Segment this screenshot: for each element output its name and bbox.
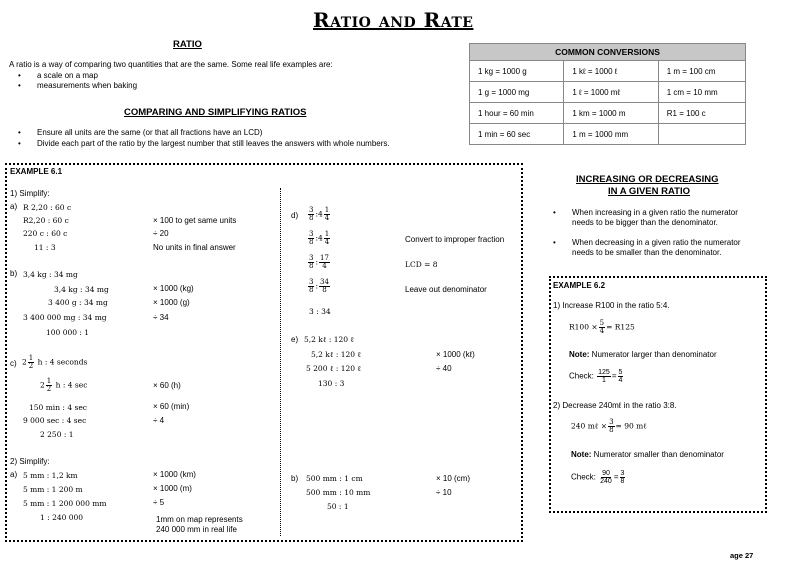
work-note: × 1000 (m)	[153, 484, 192, 493]
question-1-label: 1) Simplify:	[10, 189, 50, 198]
part-a-label: a)	[10, 470, 18, 479]
work-note: ÷ 4	[153, 416, 165, 425]
column-divider	[280, 188, 281, 536]
table-cell: 1 g = 1000 mg	[470, 82, 564, 103]
work-note: Leave out denominator	[405, 285, 487, 294]
work-line: 5 mm : 1 200 000 mm	[23, 499, 107, 508]
part-a-label: a)	[10, 202, 18, 211]
work-line: 130 : 3	[318, 379, 345, 388]
work-line: 9 000 sec : 4 sec	[23, 416, 87, 425]
work-line: R 2,20 : 60 c	[23, 203, 72, 212]
ratio-intro: A ratio is a way of comparing two quantities that are the same. Some real life examples are:	[9, 60, 333, 69]
work-line: 3 400 g : 34 mg	[48, 298, 108, 307]
work-line: 5,2 kℓ : 120 ℓ	[311, 350, 362, 359]
table-row	[470, 61, 746, 82]
work-note: ÷ 5	[153, 498, 165, 507]
table-row	[470, 103, 746, 124]
work-line: 500 mm : 1 cm	[306, 474, 363, 483]
page-title: Ratio and Rate	[313, 8, 474, 32]
conversions-heading: COMMON CONVERSIONS	[470, 44, 746, 61]
work-line: 1 : 240 000	[40, 513, 84, 522]
question-2-label: 2) Simplify:	[10, 457, 50, 466]
example-6-2-label: EXAMPLE 6.2	[553, 281, 606, 290]
work-line: 5 mm : 1,2 km	[23, 471, 78, 480]
ratio-example-item: • measurements when baking	[37, 81, 137, 90]
incdec-heading: INCREASING OR DECREASING	[576, 174, 719, 185]
work-note: LCD = 8	[405, 260, 438, 269]
conversions-table	[469, 43, 746, 145]
work-check: Check: $\frac{90}{240}$ = $\frac{3}{8}$	[571, 470, 625, 485]
table-cell: 1 kℓ = 1000 ℓ	[564, 61, 658, 82]
table-cell: 1 hour = 60 min	[470, 103, 564, 124]
work-note: ÷ 20	[153, 229, 169, 238]
table-cell: 1 km = 1000 m	[564, 103, 658, 124]
work-line: 3,4 kg : 34 mg	[54, 285, 109, 294]
work-note: Note: Numerator larger than denominator	[569, 350, 717, 359]
part-b-label: b)	[291, 474, 299, 483]
work-note: × 1000 (g)	[153, 298, 190, 307]
work-line: 3,4 kg : 34 mg	[23, 270, 78, 279]
work-note: ÷ 34	[153, 313, 169, 322]
work-note: × 60 (min)	[153, 402, 190, 411]
incdec-bullet-cont: needs to be smaller than the denominator.	[572, 248, 722, 257]
work-line: 3 : 34	[309, 307, 331, 316]
work-line: 150 min : 4 sec	[29, 403, 87, 412]
work-note: 240 000 mm in real life	[156, 525, 237, 534]
work-note: × 1000 (kg)	[153, 284, 194, 293]
work-line: 240 mℓ × $\frac{3}{8}$ = 90 mℓ	[571, 418, 647, 434]
work-note: × 1000 (kℓ)	[436, 350, 475, 359]
page-number: age 27	[730, 551, 754, 560]
work-line: 2 $\frac{1}{2}$ h : 4 seconds	[22, 354, 88, 370]
question-2-label: 2) Decrease 240mℓ in the ratio 3:8.	[553, 401, 677, 410]
work-note: Note: Numerator smaller than denominator	[571, 450, 724, 459]
comparing-bullet: • Divide each part of the ratio by the largest number that still leaves the answers with whole numbers.	[37, 139, 390, 148]
work-note: ÷ 10	[436, 488, 452, 497]
work-line: 5 200 ℓ : 120 ℓ	[306, 364, 362, 373]
work-line: 11 : 3	[34, 243, 56, 252]
part-b-label: b)	[10, 269, 18, 278]
work-line: 5,2 kℓ : 120 ℓ	[304, 335, 355, 344]
table-cell: 1 min = 60 sec	[470, 124, 564, 145]
work-line: R2,20 : 60 c	[23, 216, 69, 225]
ratio-heading: RATIO	[173, 39, 202, 50]
work-note: ÷ 40	[436, 364, 452, 373]
part-c-label: c)	[10, 359, 17, 368]
work-line: 2 250 : 1	[40, 430, 74, 439]
table-cell: R1 = 100 c	[658, 103, 745, 124]
work-note: No units in final answer	[153, 243, 236, 252]
incdec-bullet: • When decreasing in a given ratio the numerator	[572, 238, 741, 247]
work-line: R100 × $\frac{5}{4}$ = R125	[569, 319, 635, 335]
table-cell	[658, 124, 745, 145]
work-line: $\frac{3}{8}$ : $\frac{34}{8}$	[309, 278, 329, 294]
work-line: 220 c : 60 c	[23, 229, 68, 238]
work-line: 100 000 : 1	[46, 328, 90, 337]
work-note: × 1000 (km)	[153, 470, 196, 479]
work-note: 1mm on map represents	[156, 515, 243, 524]
table-cell: 1 cm = 10 mm	[658, 82, 745, 103]
work-line: $\frac{3}{8}$ : $\frac{17}{4}$	[309, 254, 329, 270]
work-line: 2 $\frac{1}{2}$ h : 4 sec	[40, 377, 88, 393]
table-cell: 1 ℓ = 1000 mℓ	[564, 82, 658, 103]
work-note: × 10 (cm)	[436, 474, 471, 483]
comparing-heading: COMPARING AND SIMPLIFYING RATIOS	[124, 107, 307, 118]
table-cell: 1 kg = 1000 g	[470, 61, 564, 82]
comparing-bullet: • Ensure all units are the same (or that all fractions have an LCD)	[37, 128, 262, 137]
table-cell: 1 m = 100 cm	[658, 61, 745, 82]
work-check: Check: $\frac{125}{1}$ = $\frac{5}{4}$	[569, 369, 623, 384]
work-line: 50 : 1	[327, 502, 349, 511]
question-1-label: 1) Increase R100 in the ratio 5:4.	[553, 301, 670, 310]
work-note: Convert to improper fraction	[405, 235, 505, 244]
work-line: $\frac{3}{8}$ :4 $\frac{1}{4}$	[309, 230, 330, 246]
work-note: × 100 to get same units	[153, 216, 237, 225]
table-cell: 1 m = 1000 mm	[564, 124, 658, 145]
incdec-heading: IN A GIVEN RATIO	[608, 186, 690, 197]
incdec-bullet: • When increasing in a given ratio the numerator	[572, 208, 738, 217]
incdec-bullet-cont: needs to be bigger than the denominator.	[572, 218, 718, 227]
ratio-example-item: • a scale on a map	[37, 71, 98, 80]
example-6-1-label: EXAMPLE 6.1	[10, 167, 63, 176]
work-line: 5 mm : 1 200 m	[23, 485, 83, 494]
part-d-label: d)	[291, 211, 299, 220]
work-line: 500 mm : 10 mm	[306, 488, 371, 497]
table-row	[470, 82, 746, 103]
work-note: × 60 (h)	[153, 381, 181, 390]
work-line: $\frac{3}{8}$ :4 $\frac{1}{4}$	[309, 206, 330, 222]
part-e-label: e)	[291, 335, 299, 344]
table-row	[470, 124, 746, 145]
work-line: 3 400 000 mg : 34 mg	[23, 313, 107, 322]
